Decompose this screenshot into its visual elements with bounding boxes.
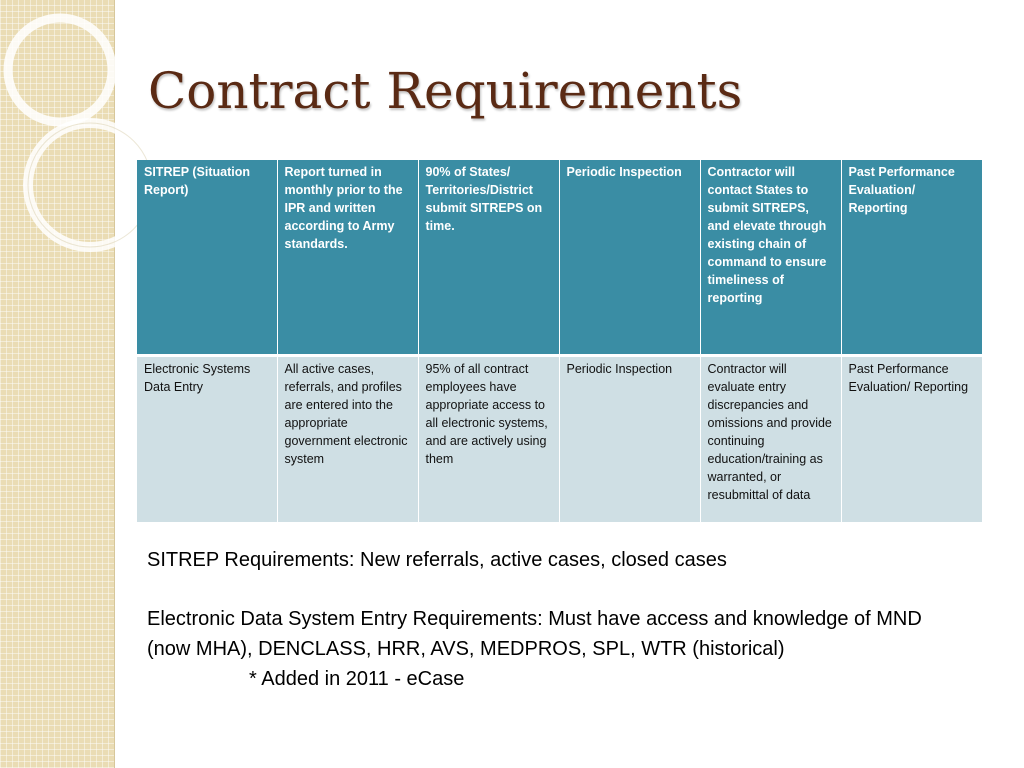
added-note-text: * Added in 2011 - eCase [249, 668, 465, 690]
table-row [137, 160, 982, 354]
table-cell: 95% of all contract employees have appropriate access to all electronic systems, and are actively using them [418, 357, 559, 522]
table-cell: Past Performance Evaluation/ Reporting [841, 357, 982, 522]
table-cell: Electronic Systems Data Entry [137, 357, 277, 522]
table-cell: Periodic Inspection [559, 160, 700, 354]
table-cell: All active cases, referrals, and profiles are entered into the appropriate government electronic system [277, 357, 418, 522]
eds-requirements-text: Electronic Data System Entry Requirements: Must have access and knowledge of MND (now MHA), DENCLASS, HRR, AVS, MEDPROS, SPL, WTR (historical) [147, 608, 922, 660]
table-cell: Report turned in monthly prior to the IPR and written according to Army standards. [277, 160, 418, 354]
table-cell: Periodic Inspection [559, 357, 700, 522]
table-row [137, 357, 982, 522]
table-cell: 90% of States/ Territories/District submit SITREPS on time. [418, 160, 559, 354]
slide-title: Contract Requirements [148, 62, 743, 120]
table-cell: SITREP (Situation Report) [137, 160, 277, 354]
table-cell: Contractor will contact States to submit SITREPS, and elevate through existing chain of command to ensure timeliness of reporting [700, 160, 841, 354]
requirements-table [137, 160, 982, 522]
sitrep-requirements-text: SITREP Requirements: New referrals, active cases, closed cases [147, 549, 727, 571]
notes-block [147, 545, 947, 694]
table-cell: Contractor will evaluate entry discrepancies and omissions and provide continuing education/training as warranted, or resubmittal of data [700, 357, 841, 522]
table-cell: Past Performance Evaluation/ Reporting [841, 160, 982, 354]
